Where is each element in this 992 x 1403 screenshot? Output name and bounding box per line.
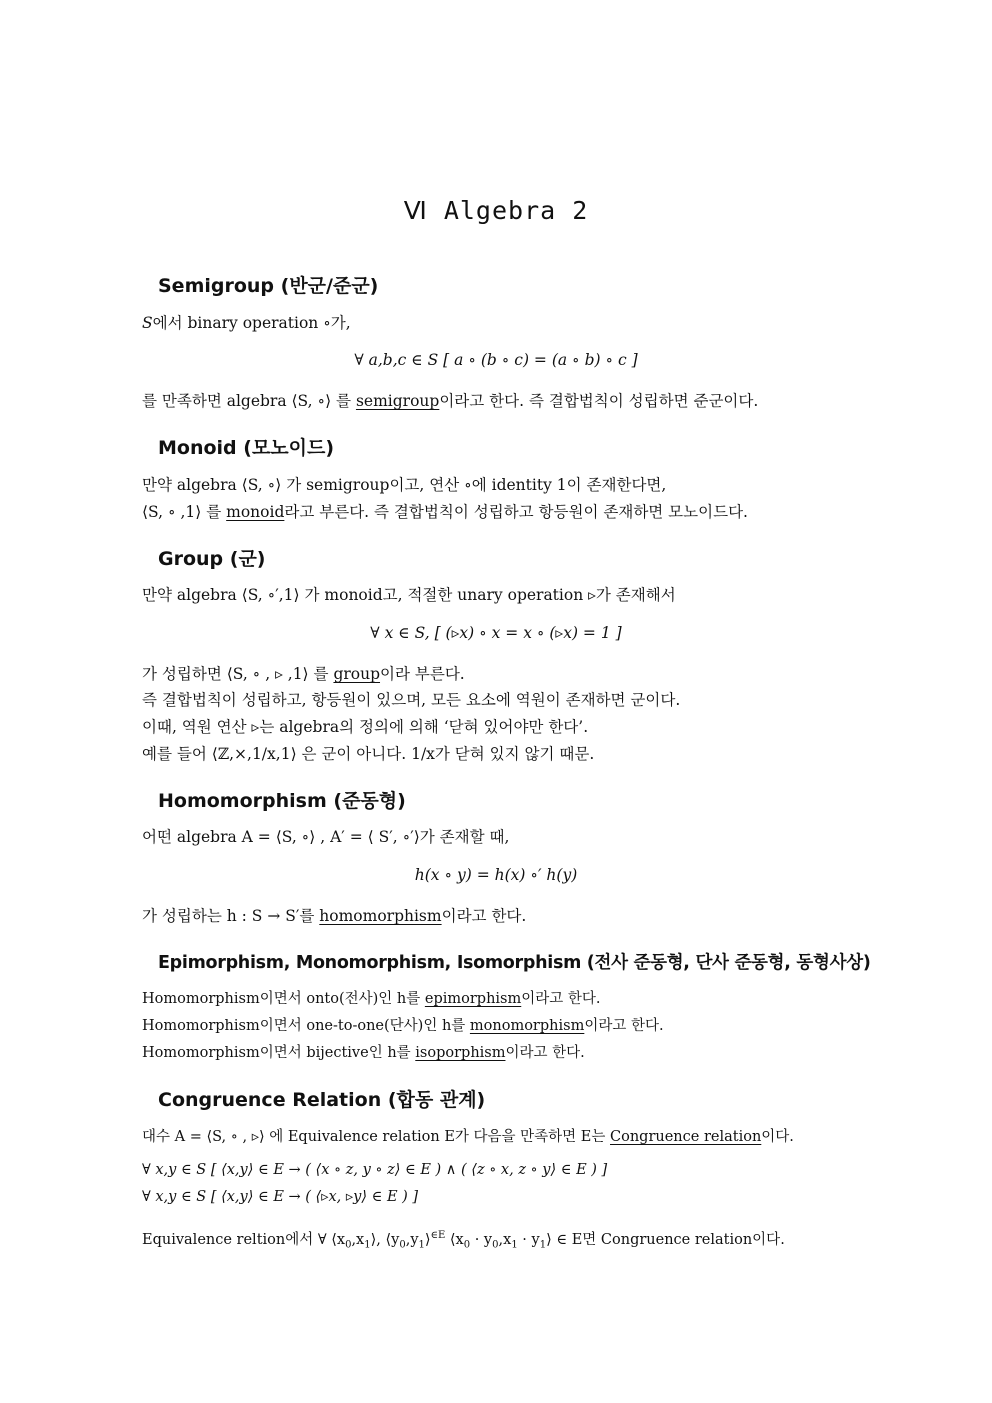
epimorphism-line-text-b: 이라고 한다. <box>521 991 601 1007</box>
epimorphism-heading: Epimorphism, Monomorphism, Isomorphism (전사 준동형, 단사 준동형, 동형사상) <box>158 953 871 973</box>
subscript: 0 <box>463 1239 471 1251</box>
homomorphism-line-2 <box>142 906 526 926</box>
epimorphism-line <box>142 989 601 1009</box>
text-part: ⟨x <box>445 1231 464 1248</box>
text-part: · y <box>517 1231 540 1248</box>
group-line-4: 이때, 역원 연산 ▹는 algebra의 정의에 의해 ‘닫혀 있어야만 한다’. <box>142 718 589 736</box>
text-part: ,x <box>351 1231 365 1248</box>
superscript: ∈E <box>430 1230 446 1241</box>
monoid-term: monoid <box>226 503 285 521</box>
text-part: Equivalence reltion에서 ∀ ⟨x <box>142 1231 346 1248</box>
congruence-heading: Congruence Relation (합동 관계) <box>158 1089 486 1111</box>
congruence-line-1-text-b: 이다. <box>761 1129 794 1145</box>
group-term: group <box>333 665 381 683</box>
subscript: 1 <box>511 1239 518 1251</box>
congruence-line-4 <box>142 1226 785 1256</box>
monoid-heading: Monoid (모노이드) <box>158 437 335 459</box>
homomorphism-term: homomorphism <box>319 907 442 925</box>
subscript: 1 <box>418 1239 425 1251</box>
epimorphism-term: epimorphism <box>424 991 522 1007</box>
monomorphism-line <box>142 1016 664 1036</box>
isomorphism-line-text-a: Homomorphism이면서 bijective인 h를 <box>142 1045 416 1061</box>
homomorphism-heading: Homomorphism (준동형) <box>158 790 406 812</box>
isomorphism-line-text-b: 이라고 한다. <box>505 1045 585 1061</box>
congruence-term: Congruence relation <box>610 1129 762 1145</box>
monomorphism-line-text-a: Homomorphism이면서 one-to-one(단사)인 h를 <box>142 1018 470 1034</box>
congruence-formula-1: ∀ x,y ∈ S [ ⟨x,y⟩ ∈ E → ( ⟨x ∘ z, y ∘ z⟩ ∈ E ) ∧ ( ⟨z ∘ x, z ∘ y⟩ ∈ E ) ] <box>142 1162 608 1178</box>
group-line-1: 만약 algebra ⟨S, ∘′,1⟩ 가 monoid고, 적절한 unary operation ▹가 존재해서 <box>142 586 676 604</box>
homomorphism-formula: h(x ∘ y) = h(x) ∘′ h(y) <box>414 866 578 884</box>
subscript: 0 <box>345 1239 352 1251</box>
monoid-line-2-text-a: ⟨S, ∘ ,1⟩ 를 <box>142 503 227 521</box>
group-line-2-text-a: 가 성립하면 ⟨S, ∘ , ▹ ,1⟩ 를 <box>142 665 334 683</box>
monomorphism-term: monomorphism <box>469 1018 585 1034</box>
homomorphism-line-1: 어떤 algebra A = ⟨S, ∘⟩ , A′ = ⟨ S′, ∘′⟩가 존재할 때, <box>142 828 510 846</box>
semigroup-heading: Semigroup (반군/준군) <box>158 275 379 297</box>
monoid-line-2 <box>142 502 748 522</box>
group-line-5: 예를 들어 ⟨ℤ,×,1/x,1⟩ 은 군이 아니다. 1/x가 닫혀 있지 않기 때문. <box>142 745 595 763</box>
text-part: ,x <box>498 1231 512 1248</box>
monoid-line-2-text-b: 라고 부른다. 즉 결합법칙이 성립하고 항등원이 존재하면 모노이드다. <box>284 503 748 521</box>
set-symbol: S <box>142 314 153 332</box>
semigroup-line-1-text: 에서 binary operation ∘가, <box>152 314 351 332</box>
congruence-line-1 <box>142 1127 794 1147</box>
homomorphism-line-2-text-a: 가 성립하는 h : S → S′를 <box>142 907 320 925</box>
subscript: 1 <box>539 1239 547 1251</box>
group-heading: Group (군) <box>158 548 266 570</box>
inverse-formula: ∀ x ∈ S, [ (▹x) ∘ x = x ∘ (▹x) = 1 ] <box>370 624 622 642</box>
monomorphism-line-text-b: 이라고 한다. <box>584 1018 664 1034</box>
text-part: ,y <box>405 1231 419 1248</box>
subscript: 0 <box>492 1239 499 1251</box>
homomorphism-line-2-text-b: 이라고 한다. <box>441 907 527 925</box>
semigroup-line-1 <box>142 313 351 333</box>
congruence-formula-2: ∀ x,y ∈ S [ ⟨x,y⟩ ∈ E → ( ⟨▹x, ▹y⟩ ∈ E ) ] <box>142 1189 419 1205</box>
epimorphism-line-text-a: Homomorphism이면서 onto(전사)인 h를 <box>142 991 425 1007</box>
group-line-3: 즉 결합법칙이 성립하고, 항등원이 있으며, 모든 요소에 역원이 존재하면 군이다. <box>142 691 681 709</box>
associativity-formula: ∀ a,b,c ∈ S [ a ∘ (b ∘ c) = (a ∘ b) ∘ c ] <box>354 351 638 369</box>
group-line-2-text-b: 이라 부른다. <box>380 665 465 683</box>
semigroup-line-2 <box>142 391 758 411</box>
text-part: ⟩, ⟨y <box>370 1231 400 1248</box>
congruence-line-1-text-a: 대수 A = ⟨S, ∘ , ▹⟩ 에 Equivalence relation E가 다음을 만족하면 E는 <box>142 1129 611 1145</box>
semigroup-term: semigroup <box>355 392 440 410</box>
group-line-2 <box>142 664 465 684</box>
text-part: ⟩ ∈ E면 Congruence relation이다. <box>546 1231 785 1248</box>
subscript: 0 <box>399 1239 406 1251</box>
page-title: Ⅵ Algebra 2 <box>403 196 589 225</box>
subscript: 1 <box>364 1239 371 1251</box>
isomorphism-line <box>142 1043 585 1063</box>
monoid-line-1: 만약 algebra ⟨S, ∘⟩ 가 semigroup이고, 연산 ∘에 identity 1이 존재한다면, <box>142 476 667 494</box>
text-part: ⟩ <box>424 1231 431 1248</box>
semigroup-line-2-text-a: 를 만족하면 algebra ⟨S, ∘⟩ 를 <box>142 392 356 410</box>
text-part: · y <box>470 1231 493 1248</box>
isomorphism-term: isoporphism <box>415 1045 506 1061</box>
semigroup-line-2-text-b: 이라고 한다. 즉 결합법칙이 성립하면 준군이다. <box>439 392 759 410</box>
